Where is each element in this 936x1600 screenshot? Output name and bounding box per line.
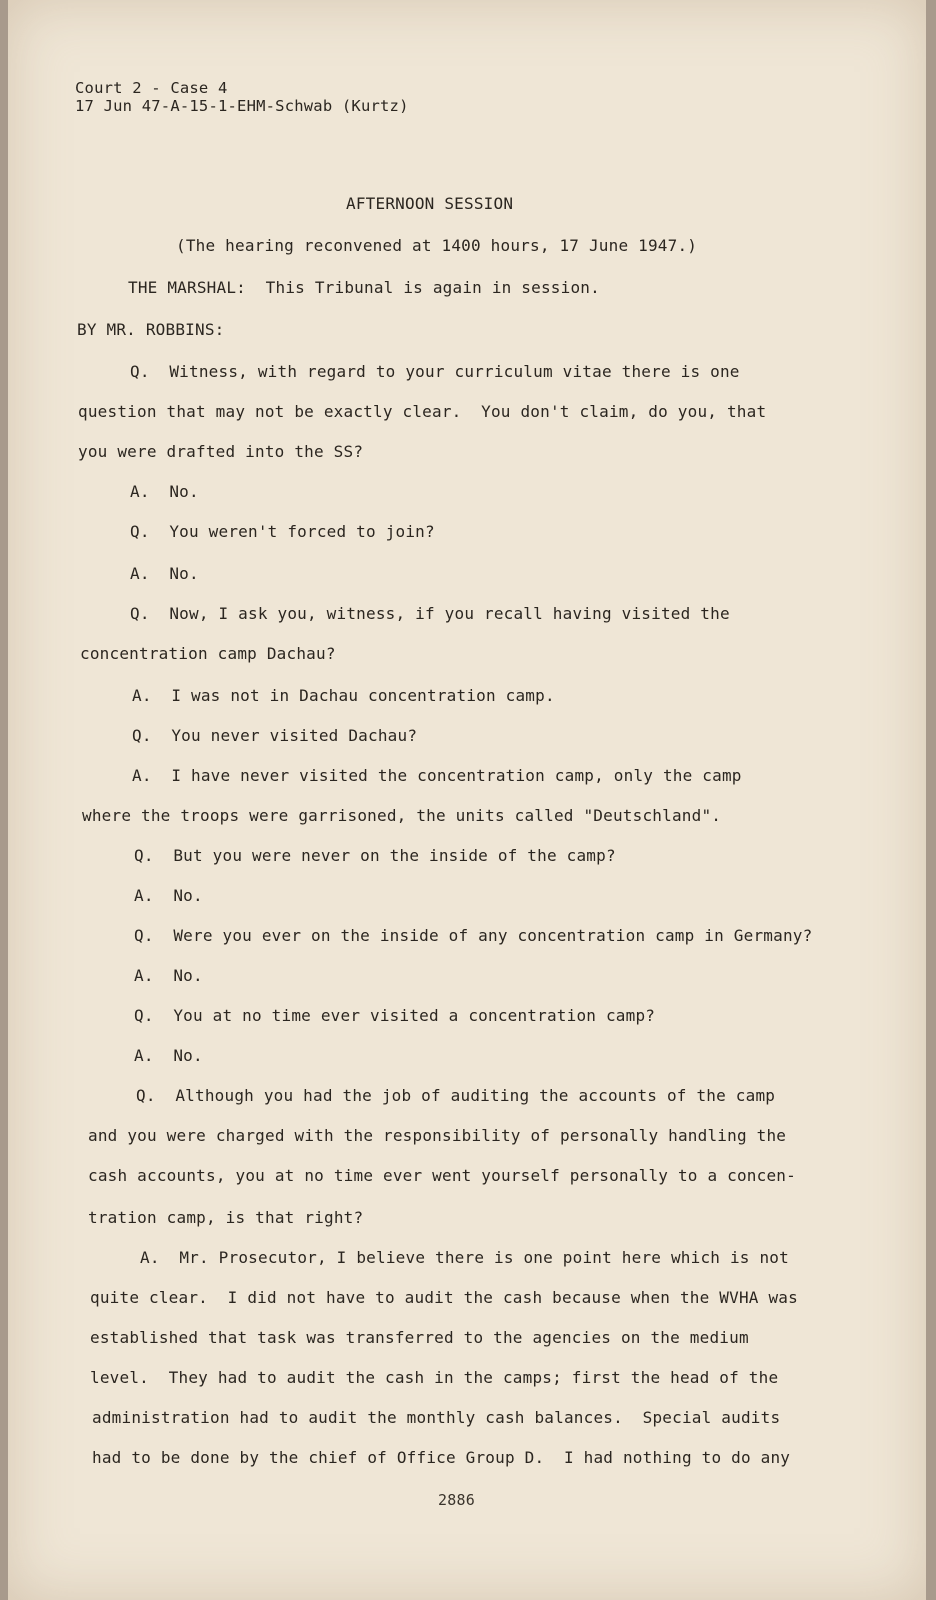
document-page	[8, 0, 926, 1600]
transcript-line: A. I was not in Dachau concentration camp.	[132, 686, 555, 705]
case-header-line-2: 17 Jun 47-A-15-1-EHM-Schwab (Kurtz)	[75, 97, 409, 115]
transcript-line: where the troops were garrisoned, the units called "Deutschland".	[82, 806, 722, 825]
transcript-line: A. No.	[134, 886, 203, 905]
transcript-line: (The hearing reconvened at 1400 hours, 17 June 1947.)	[176, 236, 698, 255]
transcript-line: A. Mr. Prosecutor, I believe there is one point here which is not	[140, 1248, 789, 1267]
transcript-line: Q. Witness, with regard to your curriculum vitae there is one	[130, 362, 740, 381]
transcript-line: Q. Although you had the job of auditing the accounts of the camp	[136, 1086, 776, 1105]
transcript-line: A. I have never visited the concentration camp, only the camp	[132, 766, 742, 785]
transcript-line: A. No.	[134, 1046, 203, 1065]
case-header-line-1: Court 2 - Case 4	[75, 79, 228, 97]
transcript-line: cash accounts, you at no time ever went yourself personally to a concen-	[88, 1166, 796, 1185]
transcript-line: Q. Were you ever on the inside of any concentration camp in Germany?	[134, 926, 813, 945]
transcript-line: established that task was transferred to the agencies on the medium	[90, 1328, 749, 1347]
transcript-line: quite clear. I did not have to audit the cash because when the WVHA was	[90, 1288, 798, 1307]
transcript-line: Q. You never visited Dachau?	[132, 726, 418, 745]
transcript-line: had to be done by the chief of Office Group D. I had nothing to do any	[92, 1448, 791, 1467]
transcript-line: BY MR. ROBBINS:	[77, 320, 225, 339]
transcript-line: A. No.	[130, 564, 199, 583]
transcript-line: level. They had to audit the cash in the camps; first the head of the	[90, 1368, 779, 1387]
session-title: AFTERNOON SESSION	[346, 194, 514, 213]
transcript-line: A. No.	[130, 482, 199, 501]
transcript-line: Q. But you were never on the inside of the camp?	[134, 846, 616, 865]
transcript-line: concentration camp Dachau?	[80, 644, 336, 663]
transcript-line: Q. You weren't forced to join?	[130, 522, 435, 541]
transcript-line: Q. You at no time ever visited a concentration camp?	[134, 1006, 656, 1025]
transcript-line: and you were charged with the responsibility of personally handling the	[88, 1126, 787, 1145]
transcript-line: question that may not be exactly clear. You don't claim, do you, that	[78, 402, 767, 421]
page-number: 2886	[438, 1491, 475, 1509]
transcript-line: tration camp, is that right?	[88, 1208, 364, 1227]
transcript-line: Q. Now, I ask you, witness, if you recall having visited the	[130, 604, 730, 623]
transcript-line: administration had to audit the monthly cash balances. Special audits	[92, 1408, 781, 1427]
transcript-line: you were drafted into the SS?	[78, 442, 364, 461]
transcript-line: THE MARSHAL: This Tribunal is again in session.	[128, 278, 600, 297]
transcript-line: A. No.	[134, 966, 203, 985]
